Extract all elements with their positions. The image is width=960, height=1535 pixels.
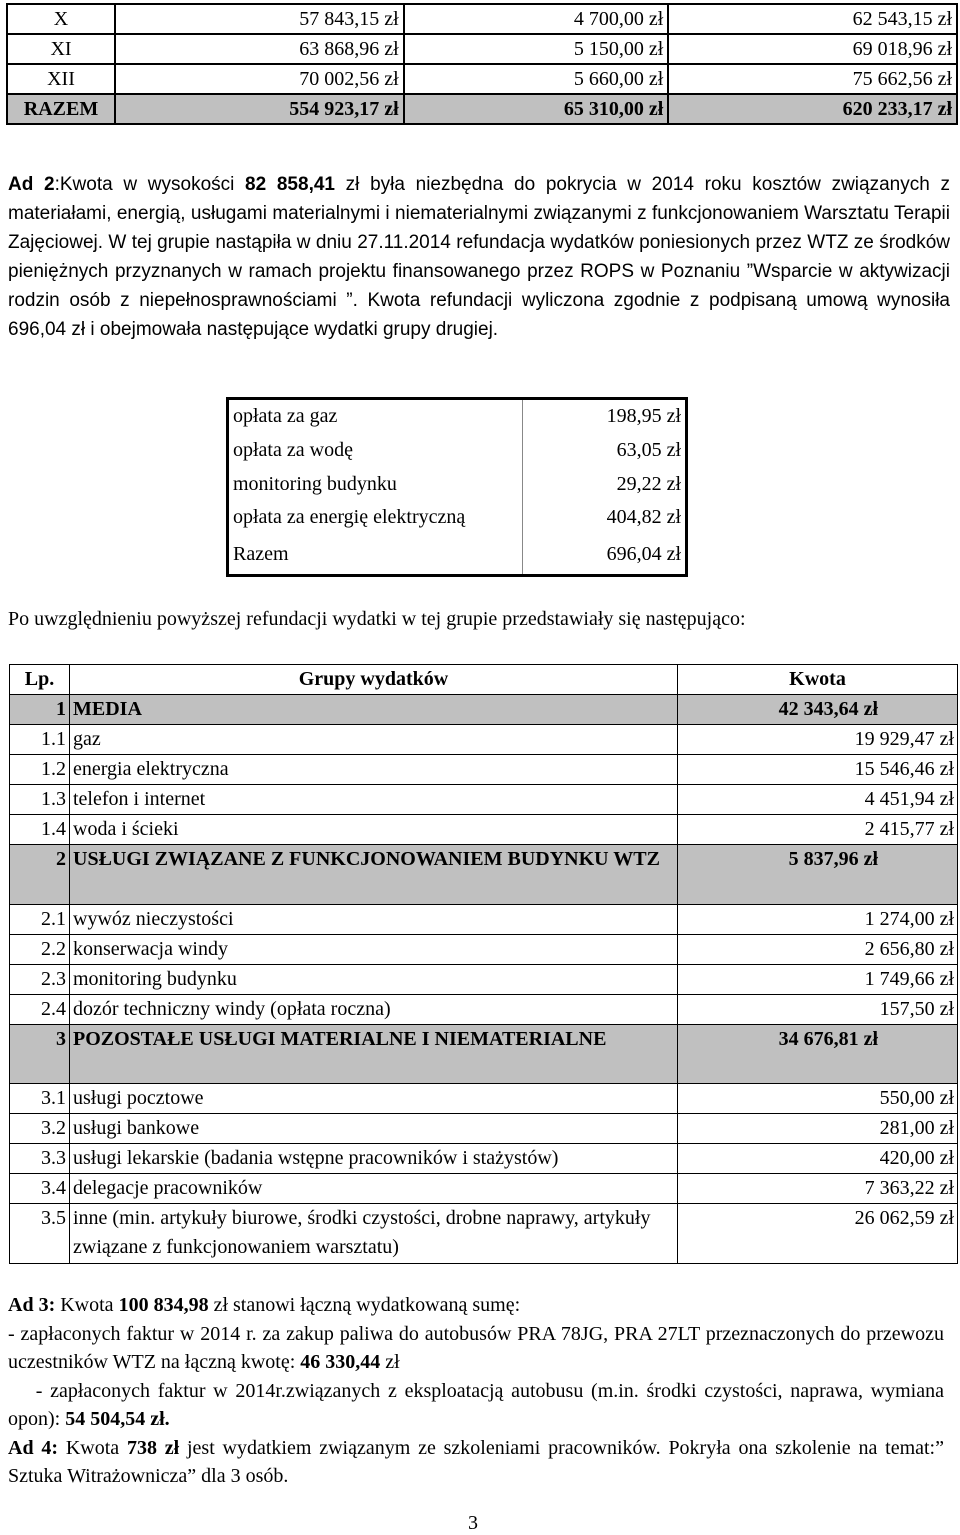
- row-lp: 1: [10, 695, 70, 725]
- row-lp: 2.2: [10, 934, 70, 964]
- ad4-amount: 738 zł: [126, 1436, 180, 1459]
- row-name: woda i ścieki: [70, 815, 678, 845]
- row-name: usługi lekarskie (badania wstępne pracowników i stażystów): [70, 1144, 678, 1174]
- row-amount: 420,00 zł: [678, 1144, 958, 1174]
- refund-item-value: 404,82 zł: [606, 506, 681, 528]
- row-lp: 2: [10, 845, 70, 905]
- table-row: [10, 755, 958, 785]
- ad2-text-1: :Kwota w wysokości: [54, 174, 246, 195]
- amount-cell: 5 150,00 zł: [404, 34, 669, 64]
- row-lp: 3.3: [10, 1144, 70, 1174]
- refund-item-value: 29,22 zł: [616, 473, 681, 495]
- refund-box: [226, 397, 688, 577]
- ad3-bullet-2-amount: 54 504,54 zł.: [65, 1408, 170, 1430]
- row-amount: 26 062,59 zł: [678, 1204, 958, 1264]
- row-name: usługi bankowe: [70, 1114, 678, 1144]
- row-lp: 3.2: [10, 1114, 70, 1144]
- row-name: konserwacja windy: [70, 934, 678, 964]
- row-name: telefon i internet: [70, 785, 678, 815]
- row-name: delegacje pracowników: [70, 1174, 678, 1204]
- group-row: [10, 1024, 958, 1084]
- refund-total: [233, 542, 681, 570]
- table-row: [10, 1114, 958, 1144]
- row-name: MEDIA: [70, 695, 678, 725]
- table-row: [10, 815, 958, 845]
- ad3-bullet-2-text: - zapłaconych faktur w 2014r.związanych z eksploatacją autobusu (m.in. środki czystości, naprawa, wymiana opon):: [8, 1379, 944, 1430]
- ad2-text-2: zł była niezbędna do pokrycia w 2014 roku kosztów związanych z materiałami, energią, usługami materialnymi i niematerialnymi związanymi z funkcjonowaniem Warsztatu Terapii Zajęciowej. W tej grupie nastąpiła w dniu 27.11.2014 refundacja wydatków poniesionych przez WTZ ze środków pieniężnych przyznanych w ramach projektu finansowanego przez ROPS w Poznaniu ”Wsparcie w aktywizacji rodzin osób z niepełnosprawnościami ”. Kwota refundacji wyliczona zgodnie z podpisaną umową wynosiła 696,04 zł i obejmowała następujące wydatki grupy drugiej.: [8, 174, 950, 340]
- ad4-label: Ad 4:: [8, 1436, 59, 1459]
- month-cell: XI: [7, 34, 115, 64]
- row-lp: 1.2: [10, 755, 70, 785]
- ad3-bullet-1-amount: 46 330,44: [300, 1351, 381, 1373]
- row-amount: 5 837,96 zł: [678, 845, 958, 905]
- table-row: [7, 34, 957, 64]
- table-header-row: [10, 665, 958, 695]
- ad3-amount: 100 834,98: [118, 1294, 209, 1316]
- row-amount: 2 415,77 zł: [678, 815, 958, 845]
- header-name: Grupy wydatków: [70, 665, 678, 695]
- table-row: [10, 1144, 958, 1174]
- row-lp: 2.4: [10, 994, 70, 1024]
- ad3-text-2: zł stanowi łączną wydatkowaną sumę:: [208, 1294, 521, 1316]
- refund-item-value: 63,05 zł: [616, 439, 681, 461]
- ad4-text-1: Kwota: [58, 1436, 127, 1459]
- table-row: [10, 904, 958, 934]
- ad3-label: Ad 3:: [8, 1294, 56, 1316]
- table-row: [10, 964, 958, 994]
- table-row: [10, 785, 958, 815]
- row-amount: 15 546,46 zł: [678, 755, 958, 785]
- table-row: [10, 1204, 958, 1264]
- total-label: RAZEM: [7, 94, 115, 124]
- month-cell: XII: [7, 64, 115, 94]
- row-lp: 1.3: [10, 785, 70, 815]
- total-amount: 65 310,00 zł: [404, 94, 669, 124]
- ad4-paragraph: [8, 1434, 944, 1491]
- row-amount: 1 274,00 zł: [678, 904, 958, 934]
- table-row: [10, 1174, 958, 1204]
- row-name: usługi pocztowe: [70, 1084, 678, 1114]
- group-row: [10, 845, 958, 905]
- amount-cell: 69 018,96 zł: [668, 34, 957, 64]
- row-amount: 281,00 zł: [678, 1114, 958, 1144]
- row-amount: 4 451,94 zł: [678, 785, 958, 815]
- total-row: [7, 94, 957, 124]
- row-lp: 3.1: [10, 1084, 70, 1114]
- after-refund-text: Po uwzględnieniu powyższej refundacji wydatki w tej grupie przedstawiały się następująco:: [8, 608, 746, 630]
- ad2-paragraph: [8, 170, 950, 344]
- row-lp: 3.5: [10, 1204, 70, 1264]
- row-amount: 7 363,22 zł: [678, 1174, 958, 1204]
- row-lp: 1.1: [10, 725, 70, 755]
- amount-cell: 5 660,00 zł: [404, 64, 669, 94]
- row-name: POZOSTAŁE USŁUGI MATERIALNE I NIEMATERIALNE: [70, 1024, 678, 1084]
- row-lp: 2.3: [10, 964, 70, 994]
- table-row: [7, 4, 957, 34]
- refund-item: [233, 472, 681, 500]
- month-cell: X: [7, 4, 115, 34]
- refund-item: [233, 505, 681, 533]
- page-number: 3: [468, 1512, 478, 1534]
- amount-cell: 62 543,15 zł: [668, 4, 957, 34]
- table-row: [10, 994, 958, 1024]
- refund-item: [233, 438, 681, 466]
- amount-cell: 57 843,15 zł: [115, 4, 404, 34]
- row-lp: 3.4: [10, 1174, 70, 1204]
- refund-item-label: monitoring budynku: [233, 473, 397, 495]
- refund-item-label: opłata za energię elektryczną: [233, 506, 466, 528]
- row-amount: 157,50 zł: [678, 994, 958, 1024]
- ad3-bullet-1-text: - zapłaconych faktur w 2014 r. za zakup paliwa do autobusów PRA 78JG, PRA 27LT przeznaczonych do przewozu uczestników WTZ na łączną kwotę:: [8, 1322, 944, 1373]
- refund-item-label: opłata za gaz: [233, 405, 338, 427]
- row-name: inne (min. artykuły biurowe, środki czystości, drobne naprawy, artykuły związane z funkcjonowaniem warsztatu): [70, 1204, 678, 1264]
- ad3-bullet-2: [8, 1377, 944, 1434]
- amount-cell: 70 002,56 zł: [115, 64, 404, 94]
- ad3-text-1: Kwota: [55, 1294, 119, 1316]
- row-amount: 550,00 zł: [678, 1084, 958, 1114]
- ad3-bullet-1: [8, 1320, 944, 1377]
- monthly-costs-table: [6, 3, 958, 125]
- total-amount: 620 233,17 zł: [668, 94, 957, 124]
- row-lp: 3: [10, 1024, 70, 1084]
- row-lp: 2.1: [10, 904, 70, 934]
- header-lp: Lp.: [10, 665, 70, 695]
- ad3-ad4-section: [8, 1291, 944, 1491]
- group-row: [10, 695, 958, 725]
- row-name: wywóz nieczystości: [70, 904, 678, 934]
- row-amount: 19 929,47 zł: [678, 725, 958, 755]
- refund-total-value: 696,04 zł: [606, 543, 681, 565]
- refund-item: [233, 404, 681, 432]
- row-name: energia elektryczna: [70, 755, 678, 785]
- amount-cell: 63 868,96 zł: [115, 34, 404, 64]
- row-name: USŁUGI ZWIĄZANE Z FUNKCJONOWANIEM BUDYNKU WTZ: [70, 845, 678, 905]
- table-row: [7, 64, 957, 94]
- refund-item-value: 198,95 zł: [606, 405, 681, 427]
- ad2-amount: 82 858,41: [245, 174, 335, 195]
- ad3-bullet-1-suffix: zł: [380, 1351, 400, 1373]
- expense-groups-table: [9, 664, 958, 1264]
- ad3-paragraph: [8, 1291, 944, 1320]
- total-amount: 554 923,17 zł: [115, 94, 404, 124]
- table-row: [10, 725, 958, 755]
- refund-total-label: Razem: [233, 543, 289, 565]
- row-name: monitoring budynku: [70, 964, 678, 994]
- row-name: dozór techniczny windy (opłata roczna): [70, 994, 678, 1024]
- table-row: [10, 1084, 958, 1114]
- row-amount: 2 656,80 zł: [678, 934, 958, 964]
- header-amount: Kwota: [678, 665, 958, 695]
- row-name: gaz: [70, 725, 678, 755]
- row-amount: 34 676,81 zł: [678, 1024, 958, 1084]
- table-row: [10, 934, 958, 964]
- row-amount: 1 749,66 zł: [678, 964, 958, 994]
- amount-cell: 4 700,00 zł: [404, 4, 669, 34]
- refund-item-label: opłata za wodę: [233, 439, 353, 461]
- row-amount: 42 343,64 zł: [678, 695, 958, 725]
- row-lp: 1.4: [10, 815, 70, 845]
- ad2-label: Ad 2: [8, 174, 55, 195]
- ad4-text-2: jest wydatkiem związanym ze szkoleniami pracowników. Pokryła ona szkolenie na temat:” Sztuka Witrażownicza” dla 3 osób.: [8, 1436, 944, 1487]
- amount-cell: 75 662,56 zł: [668, 64, 957, 94]
